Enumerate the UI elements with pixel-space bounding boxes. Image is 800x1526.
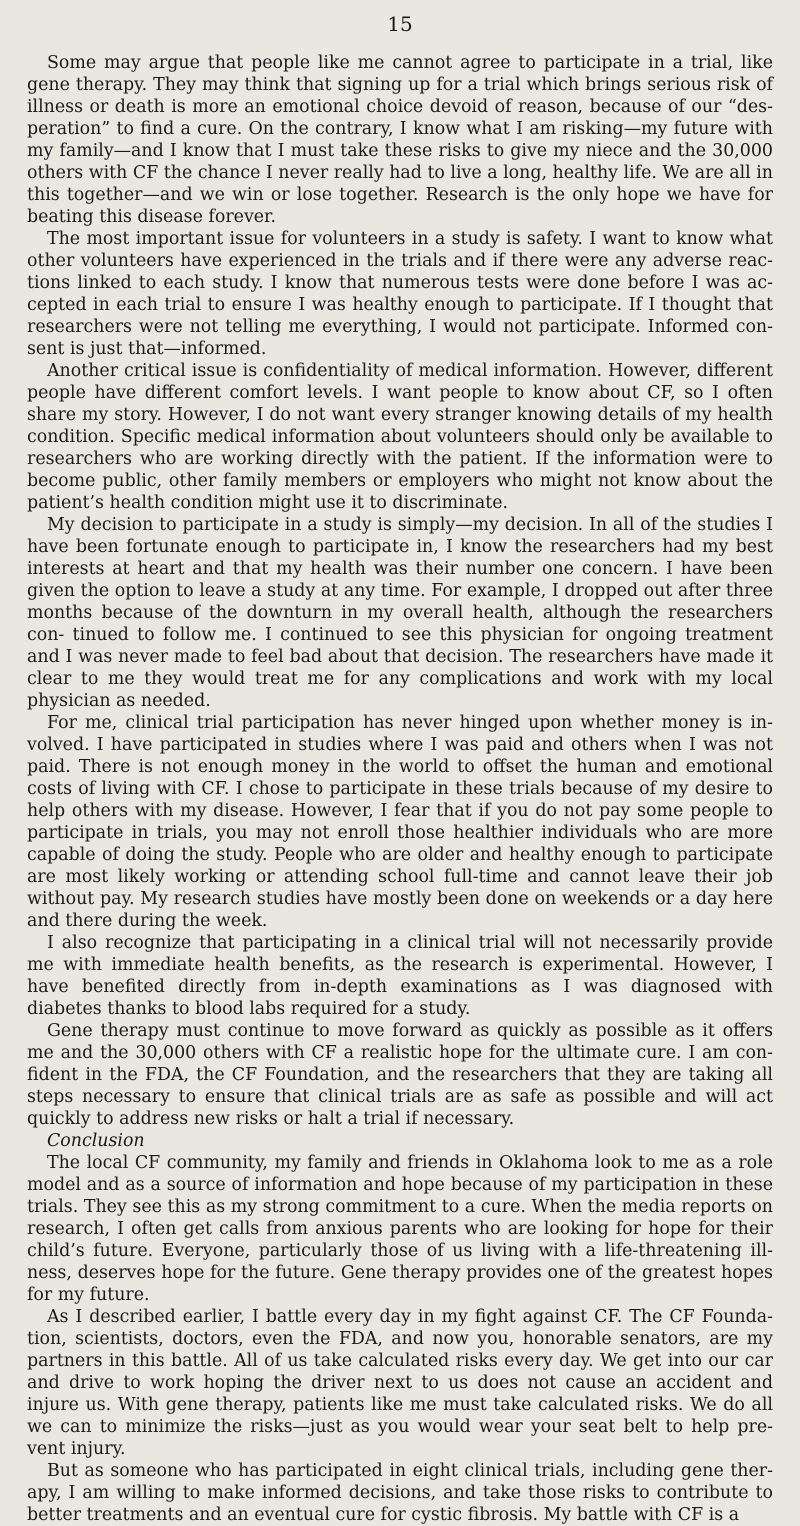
paragraph-closing: But as someone who has participated in eight clinical trials, including gene ther- apy, I am willing to make informed decisions, and take those risks to contribute to better treatments and an eventual cure for cystic fibrosis. My battle with CF is a (27, 1461, 773, 1525)
body-text (27, 52, 773, 1526)
page-number: 15 (387, 12, 413, 36)
paragraph-safety: The most important issue for volunteers in a study is safety. I want to know what other volunteers have experienced in the trials and if there were any adverse reac- tions linked to each study. I know that numerous tests were done before I was ac- cepted in each trial to ensure I was healthy enough to participate. If I thought that researchers were not telling me everything, I would not participate. Informed con- sent is just that—informed. (27, 229, 773, 359)
paragraph-gene-therapy: Gene therapy must continue to move forward as quickly as possible as it offers me and the 30,000 others with CF a realistic hope for the ultimate cure. I am con- fident in the FDA, the CF Foundation, and the researchers that they are taking all steps necessary to ensure that clinical trials are as safe as possible and will act quickly to address new risks or halt a trial if necessary. (27, 1021, 773, 1129)
paragraph-calculated-risks: As I described earlier, I battle every day in my fight against CF. The CF Founda- tion, scientists, doctors, even the FDA, and now you, honorable senators, are my partners in this battle. All of us take calculated risks every day. We get into our car and drive to work hoping the driver next to us does not cause an accident and injure us. With gene therapy, patients like me must take calculated risks. We do all we can to minimize the risks—just as you would wear your seat belt to help pre- vent injury. (27, 1307, 773, 1459)
paragraph-benefits: I also recognize that participating in a clinical trial will not necessarily provide me with immediate health benefits, as the research is experimental. However, I have benefited directly from in-depth examinations as I was diagnosed with diabetes thanks to blood labs required for a study. (27, 933, 773, 1019)
section-heading-conclusion: Conclusion (47, 1131, 145, 1151)
paragraph-participation-argument: Some may argue that people like me cannot agree to participate in a trial, like gene therapy. They may think that signing up for a trial which brings serious risk of illness or death is more an emotional choice devoid of reason, because of our “des- peration” to find a cure. On the contrary, I know what I am risking—my future with my family—and I know that I must take these risks to give my niece and the 30,000 others with CF the chance I never really had to live a long, healthy life. We are all in this together—and we win or lose together. Research is the only hope we have for beating this disease forever. (27, 53, 773, 227)
paragraph-payment: For me, clinical trial participation has never hinged upon whether money is in- volved. I have participated in studies where I was paid and others when I was not paid. There is not enough money in the world to offset the human and emotional costs of living with CF. I chose to participate in these trials because of my desire to help others with my disease. However, I fear that if you do not pay some people to participate in trials, you may not enroll those healthier individuals who are more capable of doing the study. People who are older and healthy enough to participate are most likely working or attending school full-time and cannot leave their job without pay. My research studies have mostly been done on weekends or a day here and there during the week. (27, 713, 773, 931)
paragraph-community: The local CF community, my family and friends in Oklahoma look to me as a role model and as a source of information and hope because of my participation in these trials. They see this as my strong commitment to a cure. When the media reports on research, I often get calls from anxious parents who are looking for hope for their child’s future. Everyone, particularly those of us living with a life-threatening ill- ness, deserves hope for the future. Gene therapy provides one of the greatest hopes for my future. (27, 1153, 773, 1305)
paragraph-decision: My decision to participate in a study is simply—my decision. In all of the studies I have been fortunate enough to participate in, I know the researchers had my best interests at heart and that my health was their number one concern. I have been given the option to leave a study at any time. For example, I dropped out after three months because of the downturn in my overall health, although the researchers con- tinued to follow me. I continued to see this physician for ongoing treatment and I was never made to feel bad about that decision. The researchers have made it clear to me they would treat me for any complications and work with my local physician as needed. (27, 515, 773, 711)
paragraph-confidentiality: Another critical issue is confidentiality of medical information. However, different people have different comfort levels. I want people to know about CF, so I often share my story. However, I do not want every stranger knowing details of my health condition. Specific medical information about volunteers should only be available to researchers who are working directly with the patient. If the information were to become public, other family members or employers who might not know about the patient’s health condition might use it to discriminate. (27, 361, 773, 513)
